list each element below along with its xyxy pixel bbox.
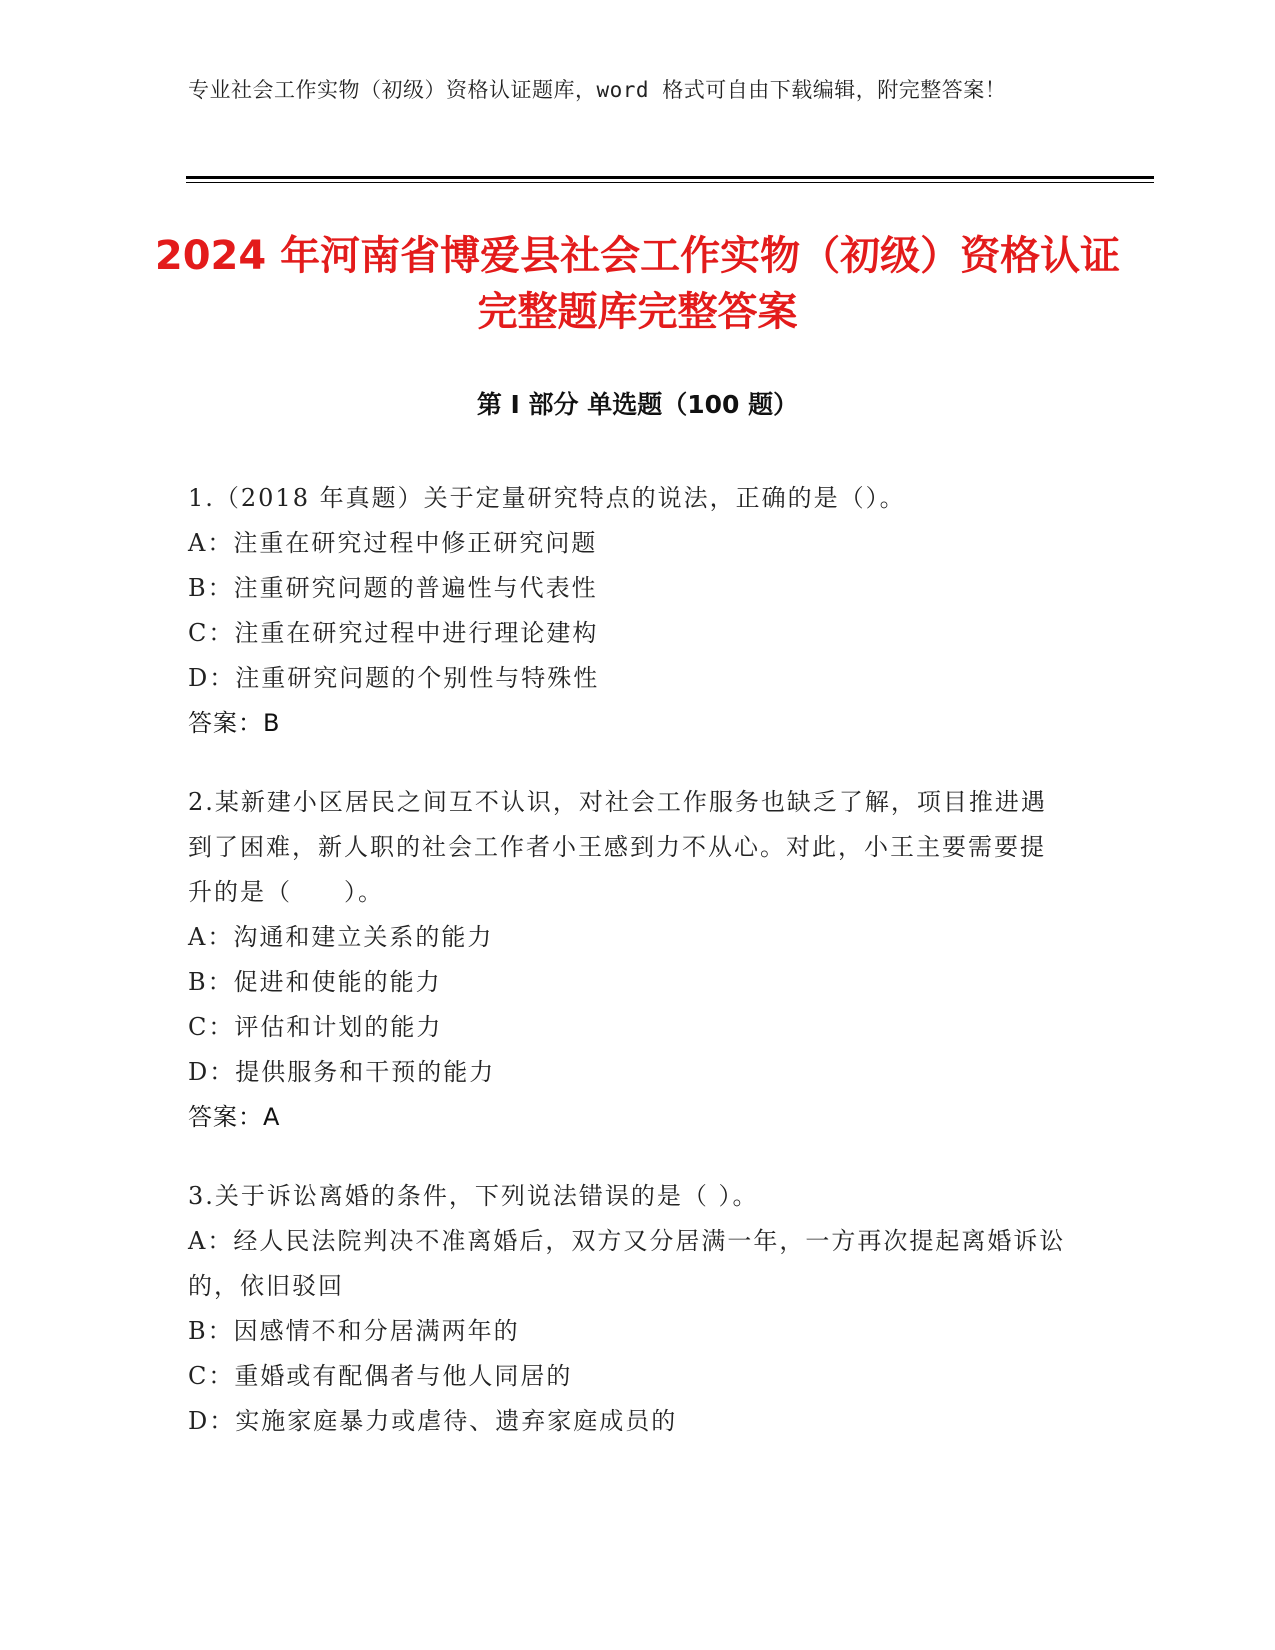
option-d: D：提供服务和干预的能力 [188,1058,496,1086]
answer-label: 答案：B [188,709,281,737]
header-divider-thin [186,182,1154,183]
option-d: D：注重研究问题的个别性与特殊性 [188,664,600,692]
option-b: B：注重研究问题的普遍性与代表性 [188,574,598,602]
option-a: A：经人民法院判决不准离婚后，双方又分居满一年，一方再次提起离婚诉讼的，依旧驳回 [188,1227,1066,1300]
question-stem: 1.（2018 年真题）关于定量研究特点的说法，正确的是（）。 [188,484,906,512]
question-1 [188,476,1068,746]
document-title: 2024 年河南省博爱县社会工作实物（初级）资格认证完整题库完整答案 [154,233,1121,335]
option-a: A：注重在研究过程中修正研究问题 [188,529,598,557]
section-title: 第 I 部分 单选题（100 题） [476,390,799,419]
answer-label: 答案：A [188,1103,281,1131]
option-a: A：沟通和建立关系的能力 [188,923,494,951]
question-2 [188,780,1068,1140]
header-divider-thick [186,176,1154,179]
header-note: 专业社会工作实物（初级）资格认证题库，word 格式可自由下载编辑，附完整答案！ [188,78,1007,102]
option-b: B：因感情不和分居满两年的 [188,1317,520,1345]
question-3 [188,1174,1068,1444]
option-c: C：注重在研究过程中进行理论建构 [188,619,599,647]
question-stem: 3.关于诉讼离婚的条件，下列说法错误的是（ ）。 [188,1182,759,1210]
option-c: C：评估和计划的能力 [188,1013,443,1041]
option-b: B：促进和使能的能力 [188,968,442,996]
option-d: D：实施家庭暴力或虐待、遗弃家庭成员的 [188,1407,678,1435]
question-list [188,476,1068,1478]
option-c: C：重婚或有配偶者与他人同居的 [188,1362,573,1390]
question-stem: 2.某新建小区居民之间互不认识，对社会工作服务也缺乏了解，项目推进遇到了困难，新人职的社会工作者小王感到力不从心。对此，小王主要需要提升的是（ ）。 [188,788,1047,906]
